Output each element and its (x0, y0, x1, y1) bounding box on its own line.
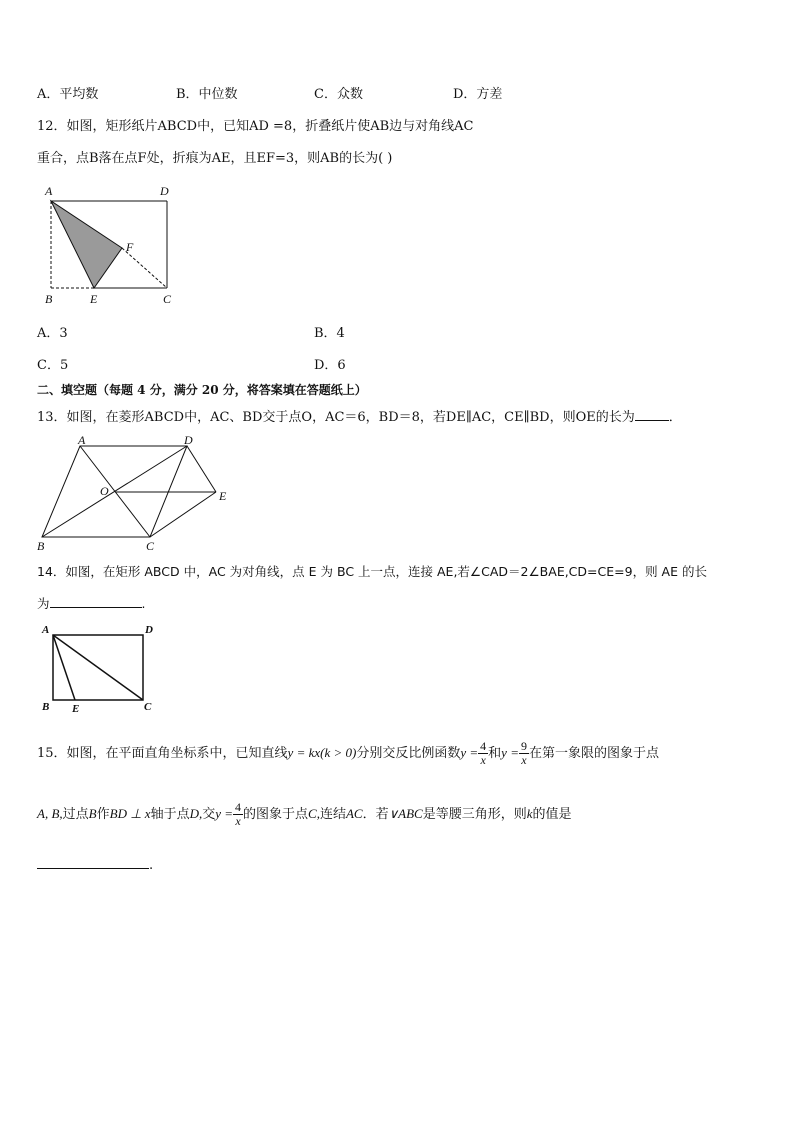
q15-fraction-4-over-x (478, 740, 488, 767)
q12-figure (40, 180, 180, 305)
q11-option-b: B．中位数 (176, 87, 238, 102)
q14-label-e: E (72, 703, 80, 714)
q12-option-c: C．5 (37, 358, 69, 373)
q12-label-b: B (45, 292, 53, 305)
q14-label-a: A (42, 624, 50, 636)
q15-l2-h: 交 (202, 807, 216, 822)
q14-figure (38, 622, 163, 714)
q13-text (37, 406, 682, 425)
q14-text-line1: 14．如图，在矩形 ABCD 中，AC 为对角线，点 E 为 BC 上一点，连接 AE,若∠CAD＝2∠BAE,CD=CE=9，则 AE 的长 (37, 564, 707, 579)
q15-triangle-abc: ∨ABC (388, 806, 423, 821)
q13-figure (34, 432, 234, 554)
q15-f2-lhs: y = (501, 745, 519, 760)
q15-p3: 和 (488, 746, 502, 761)
q14-answer-blank[interactable] (50, 594, 142, 608)
q12-option-d: D．6 (314, 358, 346, 373)
q15-f2-den: x (521, 753, 527, 767)
q13-label-o: O (100, 484, 109, 498)
q15-fraction-9-over-x (519, 740, 529, 767)
q15-point-d: D, (189, 806, 203, 821)
q12-label-c: C (163, 292, 172, 305)
q14-segment-ae (53, 635, 75, 700)
q13-label-b: B (37, 539, 45, 553)
q12-diagonal-fc-dashed (122, 248, 167, 288)
q15-f1-den: x (480, 753, 486, 767)
q15-points-ab: A, B, (37, 806, 63, 821)
q14-label-d: D (145, 624, 153, 636)
q13-answer-blank[interactable] (635, 407, 669, 421)
q12-text-line1: 12．如图，矩形纸片ABCD中，已知AD =8，折叠纸片使AB边与对角线AC (37, 119, 474, 134)
q15-l2-f: 轴于点 (150, 807, 190, 822)
q15-bd-perp: BD ⊥ x (109, 806, 151, 821)
q12-text-line2: 重合，点B落在点F处，折痕为AE，且EF=3，则AB的长为( ) (37, 151, 393, 166)
q12-label-f: F (126, 240, 134, 254)
q13-end: ． (668, 410, 682, 425)
q15-line2 (37, 794, 572, 834)
q14-line2-pre: 为 (37, 596, 50, 611)
q13-label-a: A (78, 433, 86, 447)
q15-l2-k: 连结 (319, 807, 346, 822)
q14-label-c: C (144, 701, 152, 713)
q15-point-b: B (88, 806, 97, 821)
q14-line2-end: . (141, 596, 146, 611)
q15-line-equation: y = kx(k > 0) (287, 745, 357, 760)
q14-text-line2 (37, 594, 146, 612)
q15-answer-line (37, 855, 153, 873)
q15-l2-m: ．若 (362, 807, 389, 822)
q15-answer-blank[interactable] (37, 855, 149, 869)
q15-l2-i: 的图象于点 (243, 807, 309, 822)
q15-f3-den: x (235, 814, 241, 828)
q14-label-b: B (42, 701, 50, 713)
q15-f1-lhs: y = (460, 745, 479, 760)
q13-label-c: C (146, 539, 155, 553)
q13-line-ce (150, 492, 216, 537)
q15-end: . (149, 858, 154, 873)
q15-p4: 在第一象限的图象于点 (528, 746, 659, 761)
q15-f3-num: 4 (235, 800, 242, 814)
q12-label-e: E (90, 292, 98, 305)
q15-p2: 分别交反比例函数 (356, 746, 461, 761)
q15-k: k (526, 806, 533, 821)
q15-fraction-4-over-x-2 (233, 801, 243, 828)
q12-label-a: A (45, 184, 53, 198)
section-fill-in-heading: 二、填空题（每题 4 分，满分 20 分，将答案填在答题纸上） (37, 383, 367, 397)
q13-label-d: D (184, 433, 193, 447)
q13-label-e: E (219, 489, 227, 503)
q15-segment-ac: AC (345, 806, 363, 821)
q12-option-b: B．4 (314, 326, 345, 341)
q15-line1 (37, 733, 659, 773)
q15-point-c: C, (308, 806, 320, 821)
q14-diagonal-ac (53, 635, 143, 700)
q15-f2-num: 9 (520, 739, 527, 753)
q11-option-c: C．众数 (314, 87, 363, 102)
q12-label-d: D (160, 184, 169, 198)
q13-question: 13．如图，在菱形ABCD中，AC、BD交于点O，AC＝6，BD＝8，若DE∥AC，CE∥BD，则OE的长为 (37, 410, 635, 425)
q15-l2-b: 过点 (62, 807, 89, 822)
q11-option-d: D．方差 (453, 87, 503, 102)
q12-shaded-triangle (51, 201, 122, 288)
q13-line-de (187, 446, 216, 492)
q15-l2-d: 作 (96, 807, 110, 822)
q15-l2-o: 是等腰三角形，则 (422, 807, 527, 822)
q15-f3-lhs: y = (215, 806, 234, 821)
q15-f1-num: 4 (480, 739, 487, 753)
q15-l2-q: 的值是 (532, 807, 572, 822)
q15-intro: 15．如图，在平面直角坐标系中，已知直线 (37, 746, 288, 761)
q12-option-a: A．3 (37, 326, 68, 341)
q11-option-a: A．平均数 (37, 87, 99, 102)
